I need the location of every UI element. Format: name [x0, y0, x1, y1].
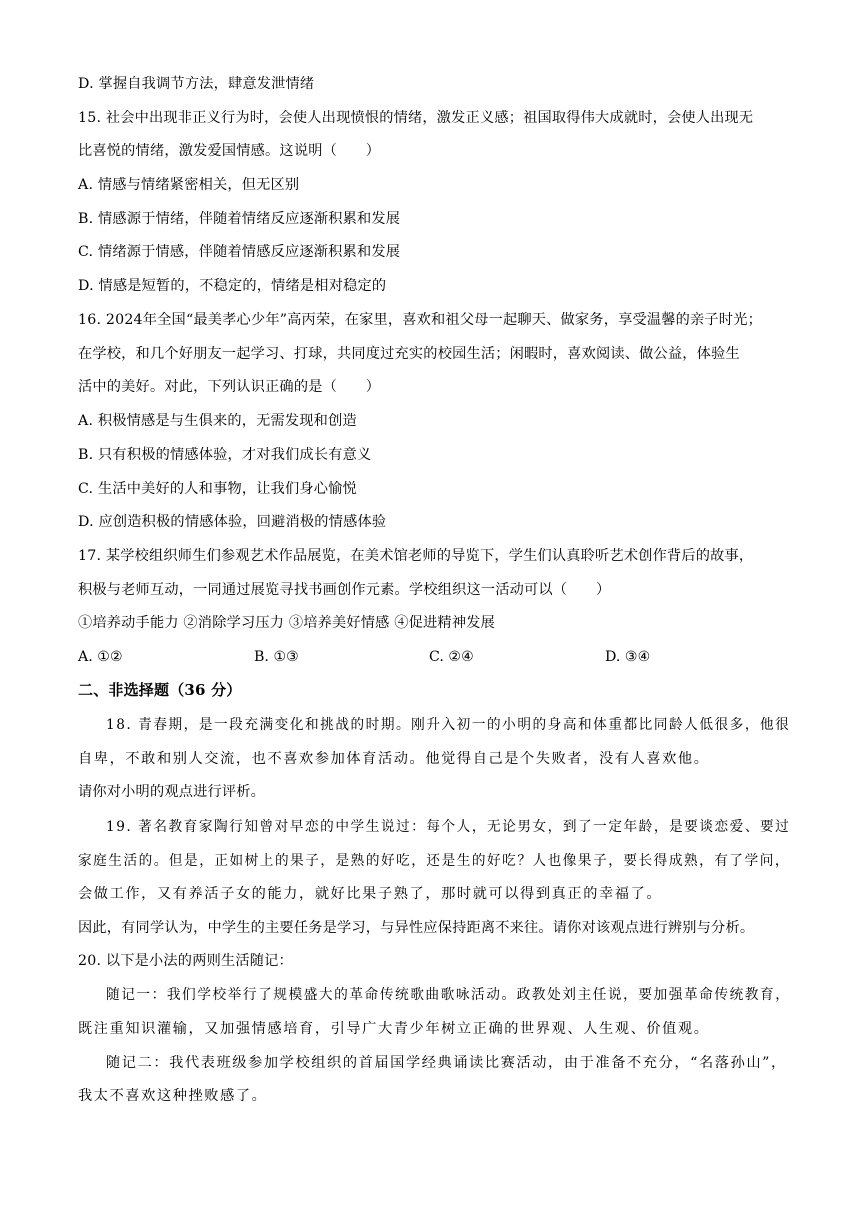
q17-stem-line1: 17. 某学校组织师生们参观艺术作品展览，在美术馆老师的导览下，学生们认真聆听艺术创作背后的故事，	[78, 548, 754, 564]
q16-option-c: C. 生活中美好的人和事物，让我们身心愉悦	[78, 481, 357, 497]
q20-note2-line2: 我太不喜欢这种挫败感了。	[78, 1088, 268, 1104]
q20-note1-line2: 既注重知识灌输，又加强情感培育，引导广大青少年树立正确的世界观、人生观、价值观。	[78, 1021, 710, 1037]
q16-stem-line3: 活中的美好。对此，下列认识正确的是（ ）	[78, 379, 381, 395]
q17-option-b: B. ①③	[254, 649, 299, 665]
q15-stem-line2: 比喜悦的情绪，激发爱国情感。这说明（ ）	[78, 143, 381, 159]
q20-note1-line1: 随记一：我们学校举行了规模盛大的革命传统歌曲歌咏活动。政教处刘主任说，要加强革命传统教育，	[106, 987, 791, 1003]
q15-option-d: D. 情感是短暂的，不稳定的，情绪是相对稳定的	[78, 278, 387, 294]
q19-line3: 会做工作，又有养活子女的能力，就好比果子熟了，那时就可以得到真正的幸福了。	[78, 886, 663, 902]
q17-stem-line2: 积极与老师互动，一同通过展览寻找书画创作元素。学校组织这一活动可以（ ）	[78, 582, 611, 598]
q15-option-c: C. 情绪源于情感，伴随着情感反应逐渐积累和发展	[78, 244, 401, 260]
q16-option-d: D. 应创造积极的情感体验，回避消极的情感体验	[78, 514, 387, 530]
q17-statements: ①培养动手能力 ②消除学习压力 ③培养美好情感 ④促进精神发展	[78, 615, 495, 631]
q20-intro: 20. 以下是小法的两则生活随记：	[78, 953, 293, 969]
q19-line1: 19. 著名教育家陶行知曾对早恋的中学生说过：每个人，无论男女，到了一定年龄，是要谈恋爱、要过	[106, 819, 791, 835]
q18-prompt: 请你对小明的观点进行评析。	[78, 784, 266, 800]
q15-option-b: B. 情感源于情绪，伴随着情绪反应逐渐积累和发展	[78, 211, 401, 227]
q15-option-a: A. 情感与情绪紧密相关，但无区别	[78, 177, 300, 193]
q16-option-a: A. 积极情感是与生俱来的，无需发现和创造	[78, 413, 357, 429]
q15-stem-line1: 15. 社会中出现非正义行为时，会使人出现愤恨的情绪，激发正义感；祖国取得伟大成就时，会使人出现无	[78, 110, 754, 126]
q17-option-d: D. ③④	[605, 649, 651, 665]
q18-line2: 自卑，不敢和别人交流，也不喜欢参加体育活动。他觉得自己是个失败者，没有人喜欢他。	[78, 751, 710, 767]
q16-stem-line2: 在学校，和几个好朋友一起学习、打球，共同度过充实的校园生活；闲暇时，喜欢阅读、做公益，体验生	[78, 346, 740, 362]
q16-stem-line1: 16. 2024年全国“最美孝心少年”高丙荣，在家里，喜欢和祖父母一起聊天、做家务，享受温馨的亲子时光；	[78, 312, 762, 328]
section2-heading: 二、非选择题（36 分）	[78, 681, 242, 699]
q14-option-d: D. 掌握自我调节方法，肆意发泄情绪	[78, 76, 315, 92]
q20-note2-line1: 随记二：我代表班级参加学校组织的首届国学经典诵读比赛活动，由于准备不充分，“名落孙山”，	[106, 1055, 787, 1071]
q18-line1: 18. 青春期，是一段充满变化和挑战的时期。刚升入初一的小明的身高和体重都比同龄人低很多，他很	[106, 717, 791, 733]
q17-option-c: C. ②④	[429, 649, 474, 665]
q16-option-b: B. 只有积极的情感体验，才对我们成长有意义	[78, 447, 372, 463]
q19-prompt: 因此，有同学认为，中学生的主要任务是学习，与异性应保持距离不来往。请你对该观点进行辨别与分析。	[78, 920, 755, 936]
q19-line2: 家庭生活的。但是，正如树上的果子，是熟的好吃，还是生的好吃？人也像果子，要长得成熟，有了学问，	[78, 853, 791, 869]
q17-option-a: A. ①②	[78, 649, 123, 665]
